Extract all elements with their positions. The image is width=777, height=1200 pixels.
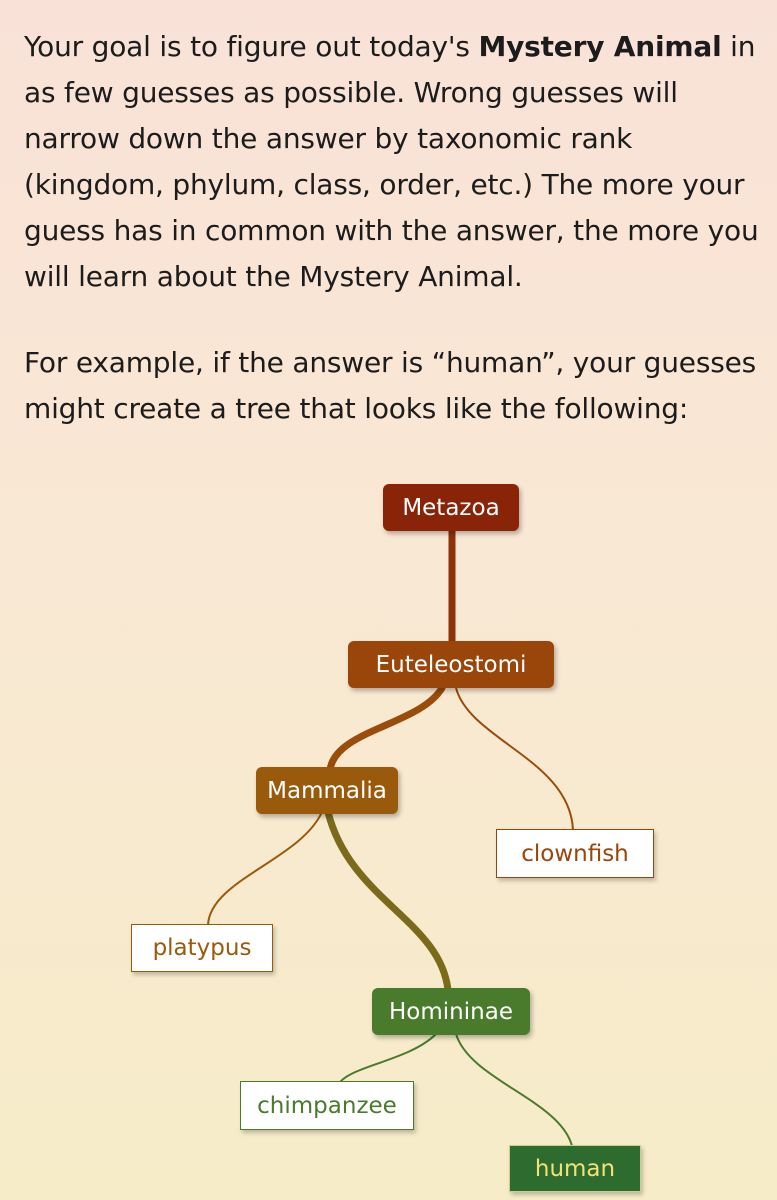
example-paragraph: For example, if the answer is “human”, your guesses might create a tree that looks like the following: [24,346,757,425]
node-metazoa: Metazoa [383,484,519,531]
intro-text-start: Your goal is to figure out today's [24,30,479,63]
intro-text-end: in as few guesses as possible. Wrong guesses will narrow down the answer by taxonomic rank (kingdom, phylum, class, order, etc.) The more your guess has in common with the answer, the more you will learn about the Mystery Animal. [24,30,759,293]
guess-platypus: platypus [131,924,273,972]
guess-clownfish: clownfish [496,829,654,878]
edge-mammalia-platypus [208,812,322,925]
edge-homininae-chimpanzee [340,1034,436,1082]
node-euteleostomi: Euteleostomi [348,641,554,688]
edge-euteleostomi-clownfish [456,688,573,830]
edge-homininae-human [456,1034,572,1146]
edge-mammalia-homininae [328,812,448,990]
guess-chimpanzee: chimpanzee [240,1081,414,1130]
guess-human: human [509,1145,641,1192]
node-homininae: Homininae [372,988,530,1035]
mystery-animal-highlight: Mystery Animal [478,30,722,63]
edge-euteleostomi-mammalia [330,688,442,770]
node-mammalia: Mammalia [256,767,398,814]
